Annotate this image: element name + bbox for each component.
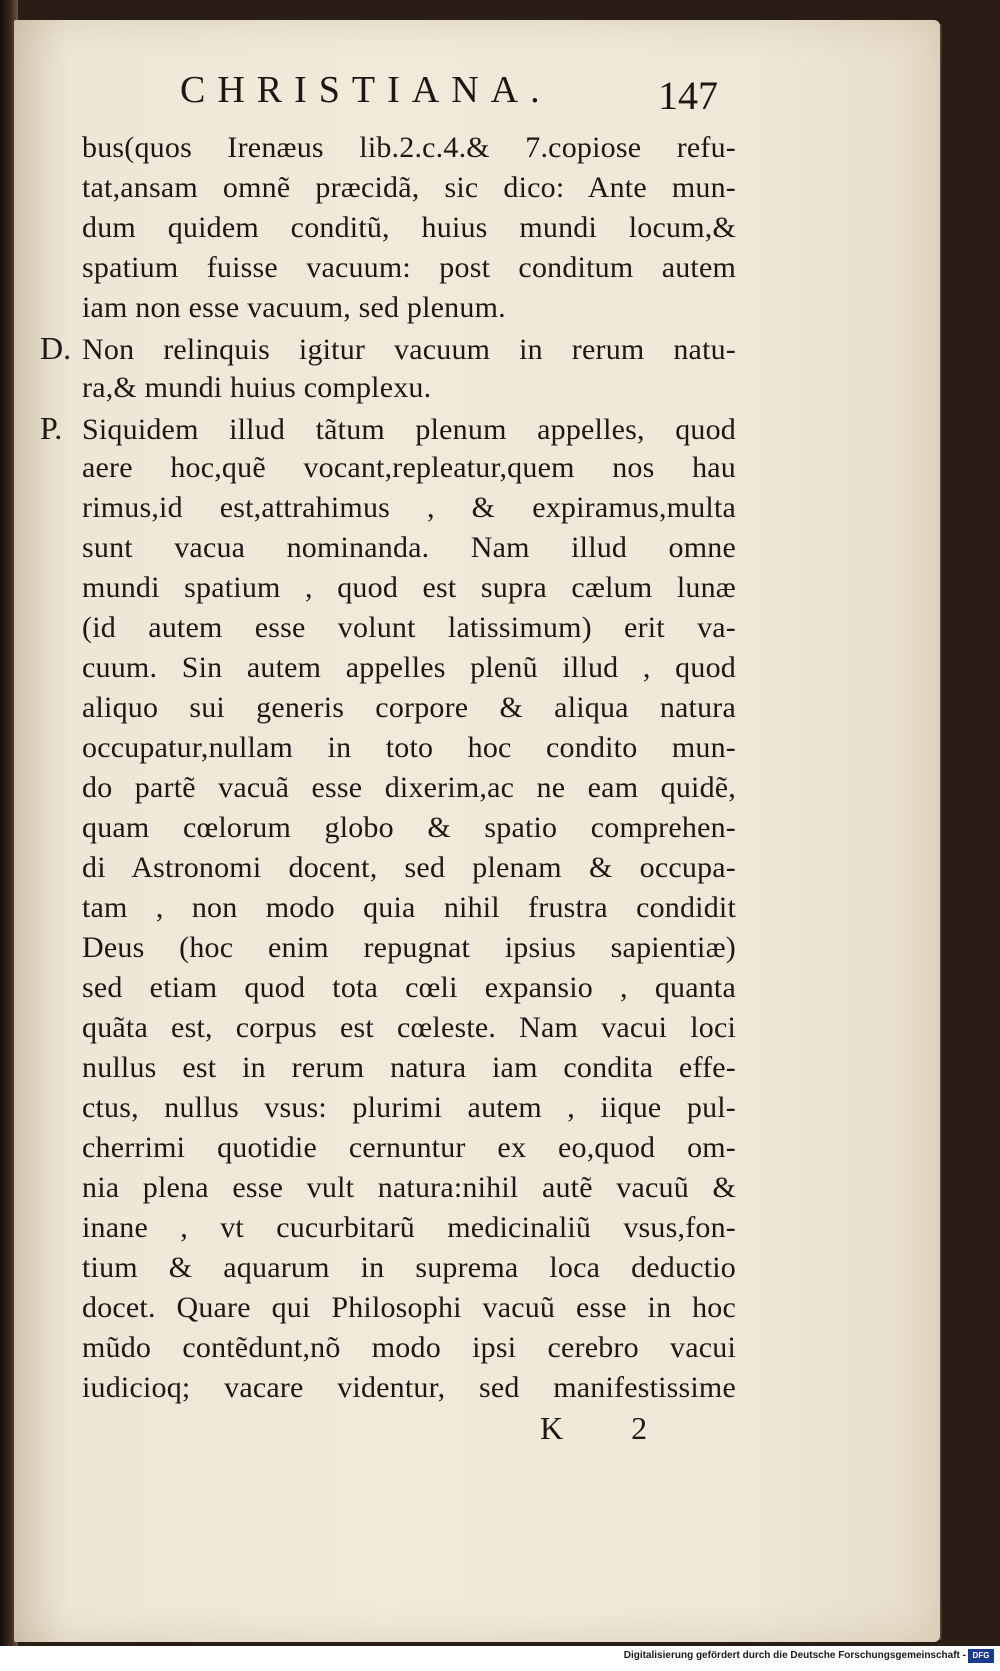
text-line xyxy=(40,768,740,808)
text-line xyxy=(40,648,740,688)
text-line xyxy=(40,968,740,1008)
line-text: inane , vt cucurbitarũ medicinaliũ vsus,fon- xyxy=(82,1211,736,1244)
text-line xyxy=(40,928,740,968)
text-line xyxy=(40,728,740,768)
text-line xyxy=(40,568,740,608)
text-line xyxy=(40,488,740,528)
page-number: 147 xyxy=(658,73,718,118)
text-line xyxy=(40,1128,740,1168)
line-text: iam non esse vacuum, sed plenum. xyxy=(82,291,506,324)
line-text: nullus est in rerum natura iam condita effe- xyxy=(82,1051,736,1084)
line-text: Non relinquis igitur vacuum in rerum natu- xyxy=(82,333,736,366)
line-text: nia plena esse vult natura:nihil autẽ vacuũ & xyxy=(82,1171,736,1204)
text-line xyxy=(40,208,740,248)
text-line xyxy=(40,368,740,408)
line-text: Deus (hoc enim repugnat ipsius sapientiæ) xyxy=(82,931,736,964)
line-text: ctus, nullus vsus: plurimi autem , iique pul- xyxy=(82,1091,736,1124)
line-text: di Astronomi docent, sed plenam & occupa- xyxy=(82,851,736,884)
line-text: quãta est, corpus est cœleste. Nam vacui loci xyxy=(82,1011,736,1044)
line-text: docet. Quare qui Philosophi vacuũ esse in hoc xyxy=(82,1291,736,1324)
digitization-credit: Digitalisierung gefördert durch die Deutsche Forschungsgemeinschaft - xyxy=(623,1650,966,1661)
text-line xyxy=(40,608,740,648)
text-line xyxy=(40,1008,740,1048)
running-title: CHRISTIANA. xyxy=(180,69,552,111)
line-text: tam , non modo quia nihil frustra condidit xyxy=(82,891,736,924)
line-text: cuum. Sin autem appelles plenũ illud , quod xyxy=(82,651,736,684)
line-text: occupatur,nullam in toto hoc condito mun- xyxy=(82,731,736,764)
text-line xyxy=(40,688,740,728)
speaker-label: P. xyxy=(40,410,63,446)
line-text: cherrimi quotidie cernuntur ex eo,quod om- xyxy=(82,1131,736,1164)
line-text: iudicioq; vacare videntur, sed manifestissime xyxy=(82,1371,736,1404)
line-text: aere hoc,quẽ vocant,repleatur,quem nos hau xyxy=(82,451,736,484)
dfg-logo: DFG xyxy=(968,1649,994,1663)
line-text: (id autem esse volunt latissimum) erit va- xyxy=(82,611,736,644)
text-line xyxy=(40,1248,740,1288)
line-text: tat,ansam omnẽ præcidã, sic dico: Ante mun- xyxy=(82,171,736,204)
body-text xyxy=(40,128,740,1408)
text-line xyxy=(40,528,740,568)
line-text: bus(quos Irenæus lib.2.c.4.& 7.copiose refu- xyxy=(82,131,736,164)
text-line xyxy=(40,128,740,168)
line-text: sunt vacua nominanda. Nam illud omne xyxy=(82,531,736,564)
text-line xyxy=(40,248,740,288)
line-text: mũdo contẽdunt,nõ modo ipsi cerebro vacui xyxy=(82,1331,736,1364)
text-line xyxy=(40,168,740,208)
text-line xyxy=(40,1288,740,1328)
text-line xyxy=(40,448,740,488)
line-text: ra,& mundi huius complexu. xyxy=(82,371,432,404)
text-line xyxy=(40,1088,740,1128)
text-line xyxy=(40,888,740,928)
line-text: rimus,id est,attrahimus , & expiramus,multa xyxy=(82,491,736,524)
line-text: sed etiam quod tota cœli expansio , quanta xyxy=(82,971,736,1004)
text-line xyxy=(40,1368,740,1408)
speaker-label: D. xyxy=(40,330,72,366)
line-text: aliquo sui generis corpore & aliqua natura xyxy=(82,691,736,724)
signature-mark: K 2 xyxy=(540,1410,678,1446)
line-text: tium & aquarum in suprema loca deductio xyxy=(82,1251,736,1284)
line-text: do partẽ vacuã esse dixerim,ac ne eam quidẽ, xyxy=(82,771,736,804)
text-line xyxy=(40,808,740,848)
line-text: spatium fuisse vacuum: post conditum autem xyxy=(82,251,736,284)
text-line xyxy=(40,1208,740,1248)
text-line xyxy=(40,1048,740,1088)
text-line xyxy=(40,408,740,448)
text-line xyxy=(40,288,740,328)
text-line xyxy=(40,1328,740,1368)
page-header xyxy=(180,62,740,122)
text-line xyxy=(40,1168,740,1208)
text-line xyxy=(40,328,740,368)
line-text: Siquidem illud tãtum plenum appelles, quod xyxy=(82,413,736,446)
line-text: quam cœlorum globo & spatio comprehen- xyxy=(82,811,736,844)
text-line xyxy=(40,848,740,888)
line-text: dum quidem conditũ, huius mundi locum,& xyxy=(82,211,736,244)
line-text: mundi spatium , quod est supra cælum lunæ xyxy=(82,571,736,604)
